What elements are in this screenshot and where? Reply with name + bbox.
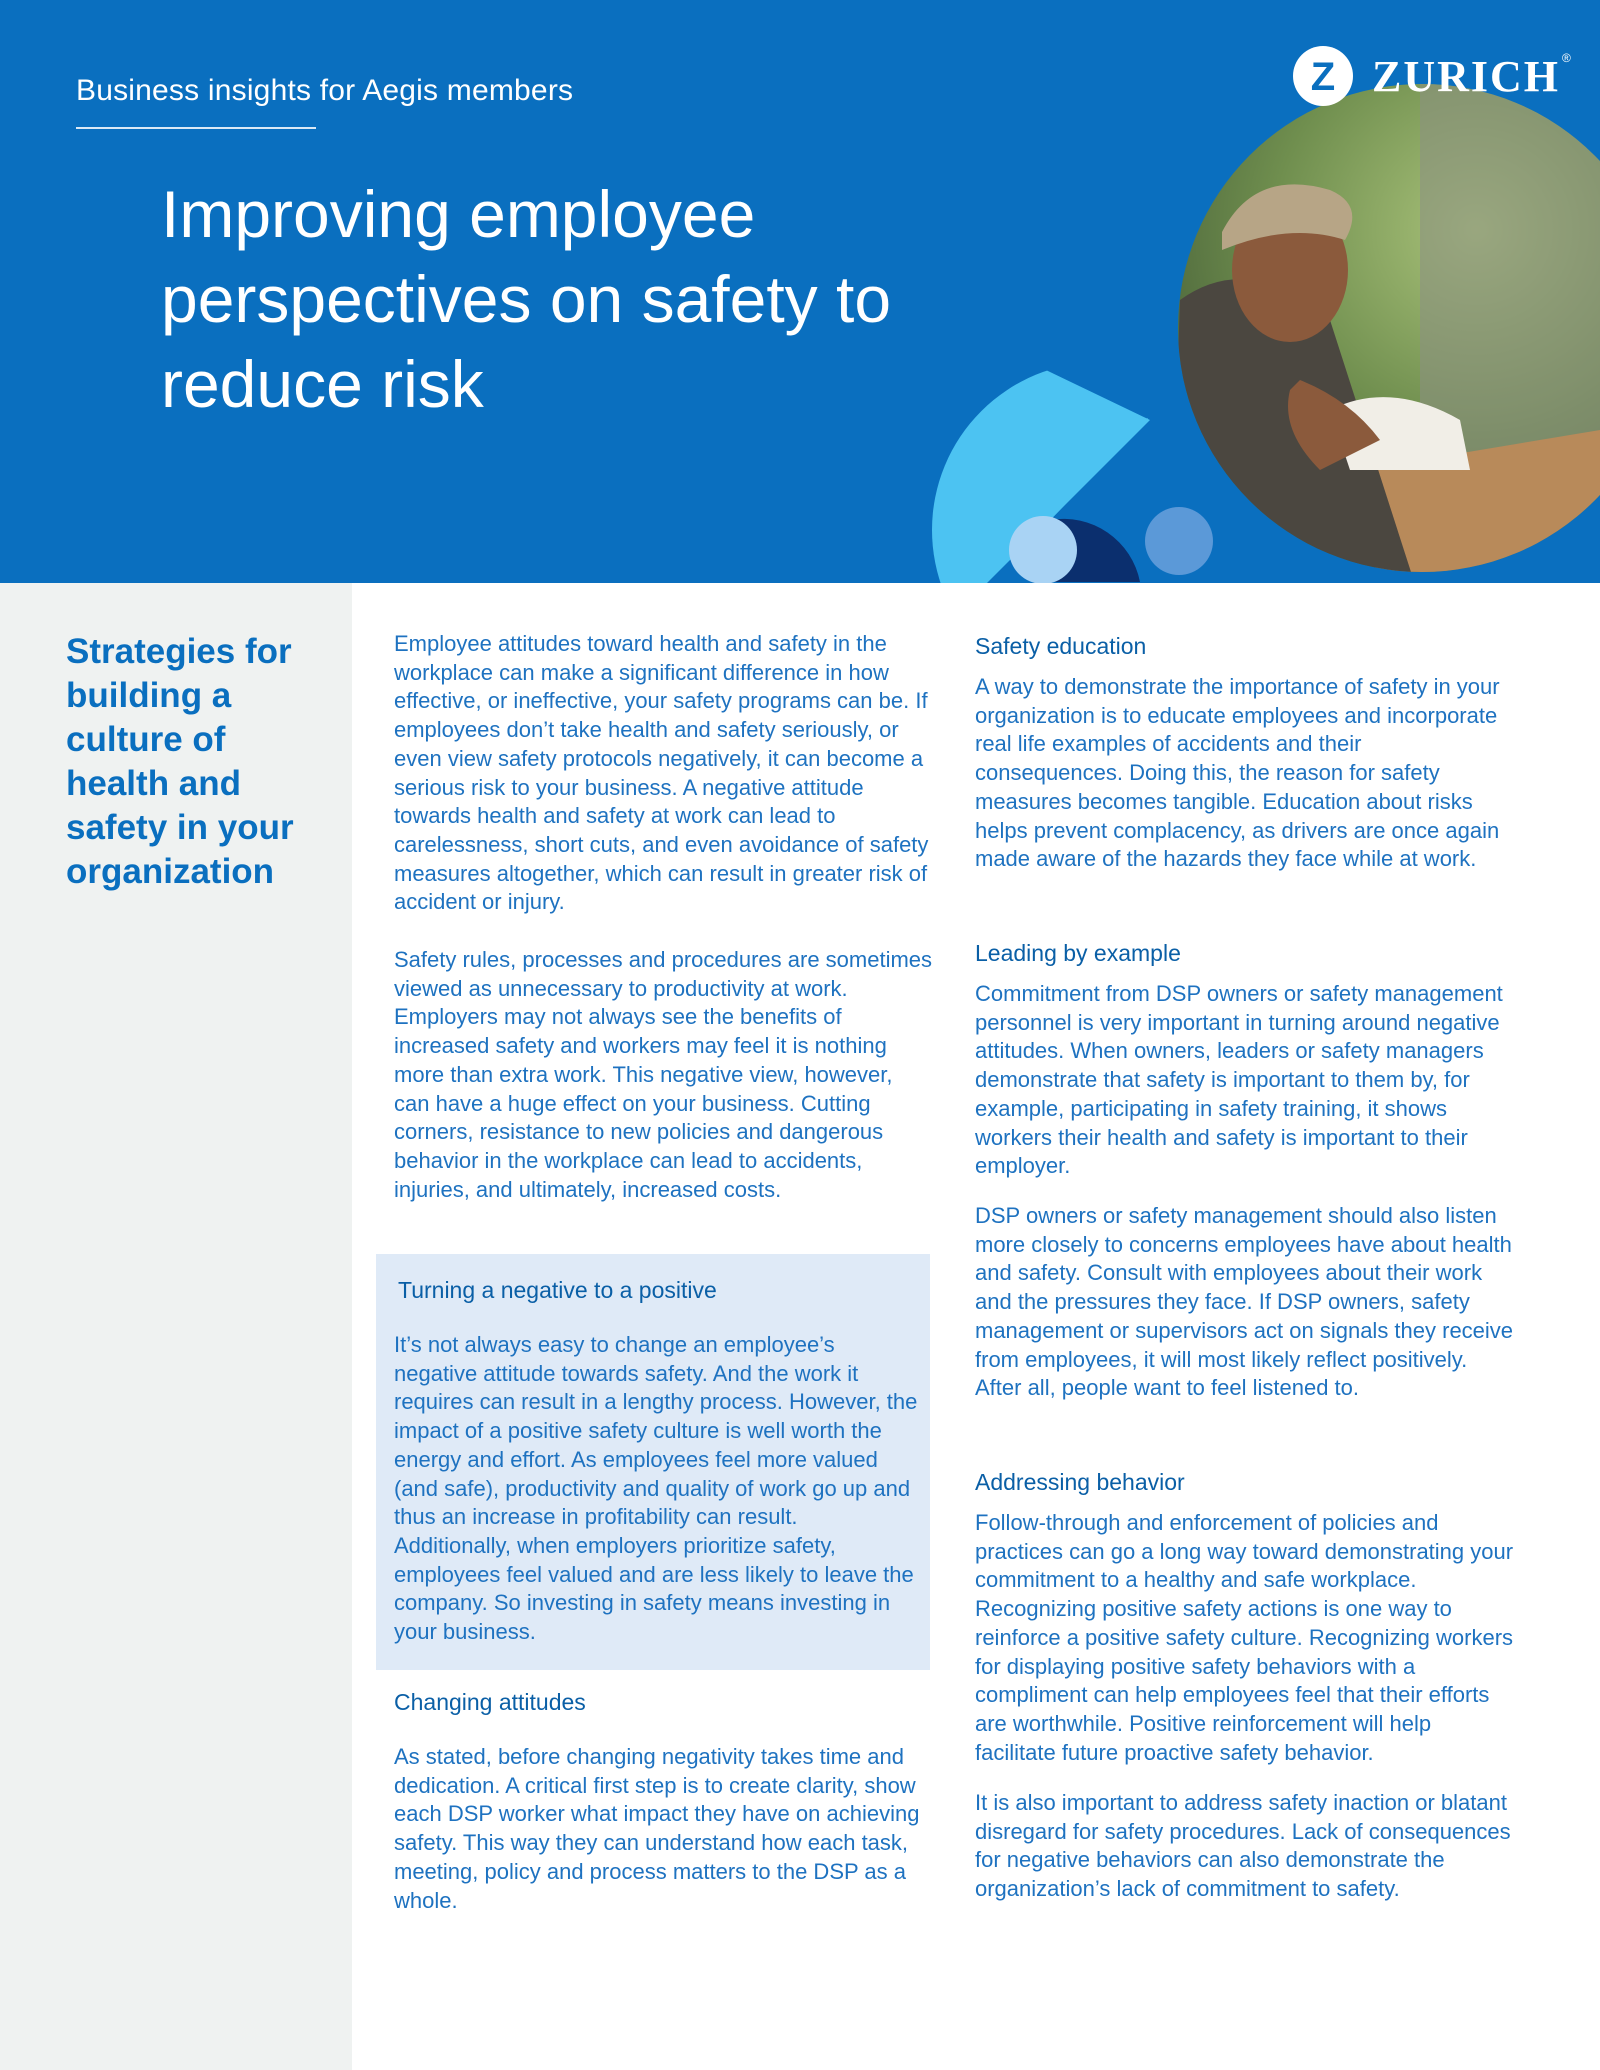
kicker-text: Business insights for Aegis members — [76, 74, 574, 107]
callout-heading: Turning a negative to a positive — [398, 1277, 717, 1303]
registered-mark: ® — [1562, 51, 1571, 65]
zurich-wordmark: ZURICH — [1372, 51, 1561, 101]
mid-blue-circle — [1145, 507, 1213, 575]
pale-circle — [1009, 516, 1077, 583]
sidebar-title: Strategies for building a culture of health and safety in your organization — [66, 632, 294, 891]
zurich-logo — [1292, 46, 1571, 106]
page-title: Improving employee perspectives on safety to reduce risk — [161, 177, 892, 421]
leading-by-example-body-2: DSP owners or safety management should also listen more closely to concerns employees have about health and safety. Consult with employees about their work and the pressures they face. If DSP owners, safety management or supervisors act on signals they receive from employees, it will most likely reflect positively. After all, people want to feel listened to. — [975, 1203, 1514, 1401]
intro-paragraph-1: Employee attitudes toward health and safety in the workplace can make a significant difference in how effective, or ineffective, your safety programs can be. If employees don’t take health and safety seriously, or even view safety protocols negatively, it can become a serious risk to your business. A negative attitude towards health and safety at work can lead to carelessness, short cuts, and even avoidance of safety measures altogether, which can result in greater risk of accident or injury. — [394, 631, 929, 915]
changing-attitudes-body: As stated, before changing negativity takes time and dedication. A critical first step is to create clarity, show each DSP worker what impact they have on achieving safety. This way they can understand how each task, meeting, policy and process matters to the DSP as a whole. — [394, 1744, 920, 1913]
addressing-behavior-body-1: Follow-through and enforcement of policies and practices can go a long way toward demonstrating your commitment to a healthy and safe workplace. Recognizing positive safety actions is one way to reinforce a positive safety culture. Recognizing workers for displaying positive safety behaviors with a compliment can help employees feel that their efforts are worthwhile. Positive reinforcement will help facilitate future proactive safety behavior. — [975, 1510, 1514, 1765]
leading-by-example-heading: Leading by example — [975, 940, 1181, 966]
changing-attitudes-heading: Changing attitudes — [394, 1689, 586, 1715]
safety-education-body: A way to demonstrate the importance of safety in your organization is to educate employees and incorporate real life examples of accidents and their consequences. Doing this, the reason for safety measures becomes tangible. Education about risks helps prevent complacency, as drivers are once again made aware of the hazards they face while at work. — [975, 674, 1500, 872]
header-banner — [0, 0, 1600, 583]
safety-education-heading: Safety education — [975, 633, 1147, 659]
kicker-underline — [76, 127, 316, 129]
intro-paragraph-2: Safety rules, processes and procedures are sometimes viewed as unnecessary to productivity at work. Employers may not always see the benefits of increased safety and workers may feel it is nothing more than extra work. This negative view, however, can have a huge effect on your business. Cutting corners, resistance to new policies and dangerous behavior in the workplace can lead to accidents, injuries, and ultimately, increased costs. — [394, 947, 933, 1202]
zurich-logo-icon — [1292, 45, 1354, 107]
callout-body: It’s not always easy to change an employee’s negative attitude towards safety. And the work it requires can result in a lengthy process. However, the impact of a positive safety culture is well worth the energy and effort. As employees feel more valued (and safe), productivity and quality of work go up and thus an increase in profitability can result. Additionally, when employers prioritize safety, employees feel valued and are less likely to leave the company. So investing in safety means investing in your business. — [394, 1332, 918, 1645]
addressing-behavior-body-2: It is also important to address safety inaction or blatant disregard for safety procedures. Lack of consequences for negative behaviors can also demonstrate the organization’s lack of commitment to safety. — [975, 1790, 1511, 1902]
leading-by-example-body-1: Commitment from DSP owners or safety management personnel is very important in turning around negative attitudes. When owners, leaders or safety managers demonstrate that safety is important to them by, for example, participating in safety training, it shows workers their health and safety is important to their employer. — [975, 981, 1503, 1179]
svg-text:Z: Z — [1310, 55, 1336, 99]
delivery-driver-photo — [1170, 80, 1600, 583]
addressing-behavior-heading: Addressing behavior — [975, 1469, 1185, 1495]
